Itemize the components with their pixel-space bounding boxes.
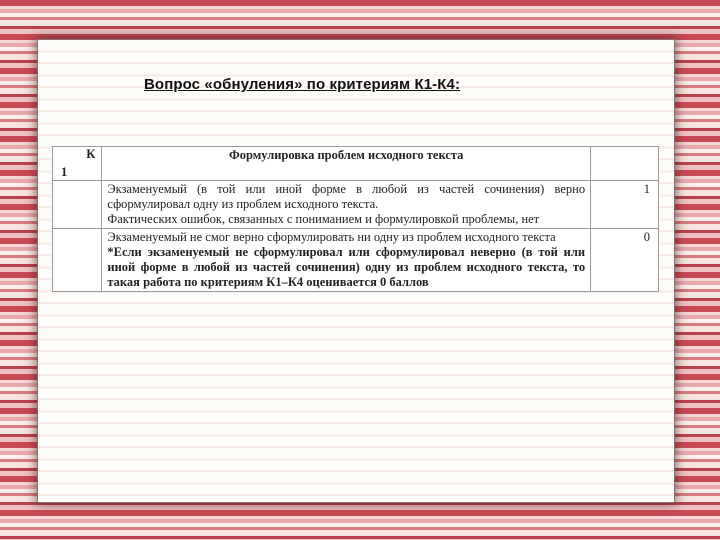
corner-number: 1 xyxy=(61,165,68,179)
slide-title: Вопрос «обнуления» по критериям К1-К4: xyxy=(144,76,461,93)
row-text-cell xyxy=(102,181,591,229)
column-score-header xyxy=(591,147,659,181)
row-empty-cell xyxy=(53,181,102,229)
table-row xyxy=(53,181,659,229)
row-score: 1 xyxy=(591,181,659,229)
slide-panel xyxy=(38,40,674,502)
row-bold-note: *Если экзаменуемый не сформулировал или сформулировал неверно (в той или иной форме в любой из частей сочинения) одну из проблем исходного текста, то такая работа по критериям К1–К4 оценивается 0 баллов xyxy=(107,245,586,289)
criteria-table xyxy=(52,146,659,292)
corner-k: К xyxy=(86,147,96,161)
table-row xyxy=(53,229,659,292)
row-score: 0 xyxy=(591,229,659,292)
column-title: Формулировка проблем исходного текста xyxy=(102,147,591,181)
row-empty-cell xyxy=(53,229,102,292)
row-text-cell xyxy=(102,229,591,292)
table-header-row xyxy=(53,147,659,181)
row-text: Экзаменуемый не смог верно сформулировать ни одну из проблем исходного текста xyxy=(107,230,556,244)
corner-cell xyxy=(53,147,102,181)
row-text: Экзаменуемый (в той или иной форме в любой из частей сочинения) верно сформулировал одну из проблем исходного текста. xyxy=(107,182,586,211)
row-text: Фактических ошибок, связанных с пониманием и формулировкой проблемы, нет xyxy=(107,212,540,226)
